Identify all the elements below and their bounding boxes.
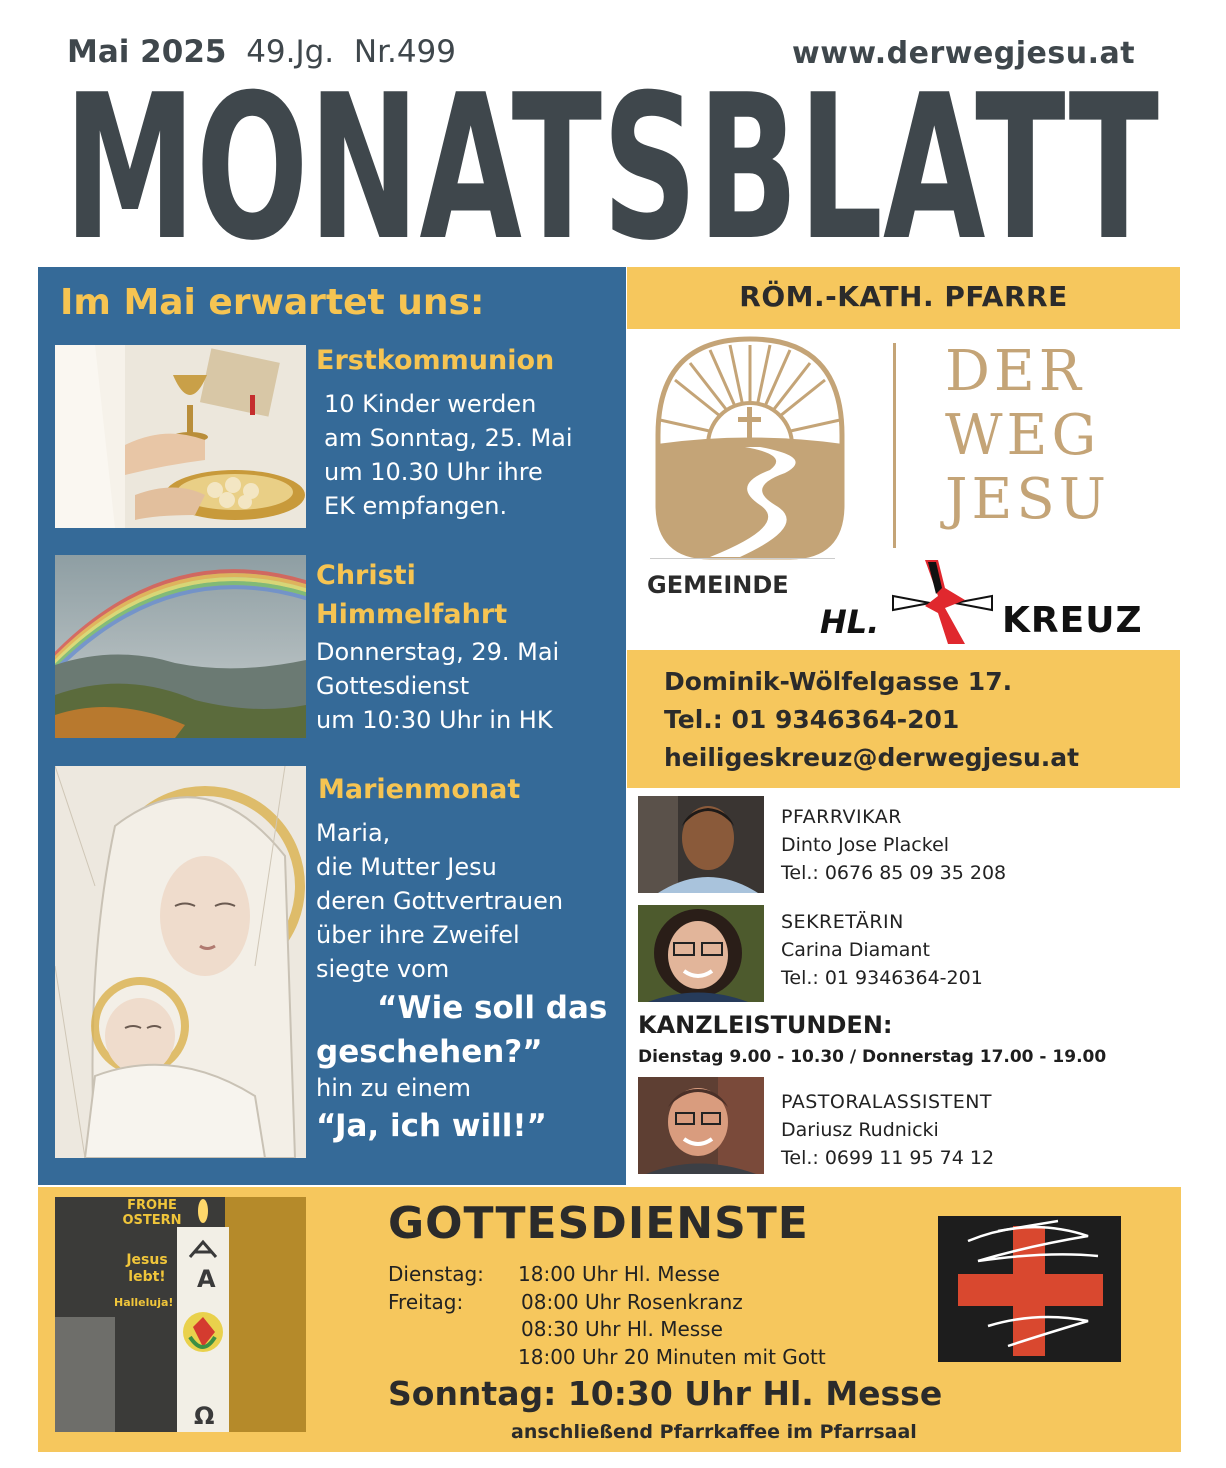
easter-omega: Ω	[194, 1402, 215, 1430]
contact-role: PFARRVIKAR	[781, 806, 902, 828]
text-line: Maria,	[316, 819, 391, 847]
parish-coffee: anschließend Pfarrkaffee im Pfarrsaal	[511, 1421, 917, 1443]
service-text: 08:00 Uhr Rosenkranz	[521, 1290, 743, 1314]
contact-phone[interactable]: Tel.: 0676 85 09 35 208	[781, 862, 1007, 884]
hl-label: HL.	[820, 603, 880, 641]
contact-phone[interactable]: Tel.: 01 9346364-201	[781, 967, 983, 989]
issue-date: Mai 2025	[67, 34, 227, 70]
issue-volume: 49.Jg.	[246, 34, 335, 70]
assistant-photo	[638, 1077, 764, 1174]
logo-word: DER	[945, 339, 1085, 404]
contact-vicar	[781, 803, 1006, 887]
communion-photo	[55, 345, 306, 528]
contact-secretary	[781, 908, 983, 992]
parish-banner-text: RÖM.-KATH. PFARRE	[739, 280, 1068, 313]
rainbow-photo	[55, 555, 306, 738]
event-ascension-text	[316, 635, 559, 737]
easter-line: FROHE	[127, 1198, 177, 1213]
website-link[interactable]: www.derwegjesu.at	[792, 36, 1136, 71]
text-line: Donnerstag, 29. Mai	[316, 638, 560, 666]
templar-cross-icon	[890, 558, 995, 648]
address-street: Dominik-Wölfelgasse 17.	[664, 667, 1013, 696]
text-line: 10 Kinder werden	[324, 390, 537, 418]
easter-greeting	[116, 1198, 188, 1228]
gemeinde-label: GEMEINDE	[647, 571, 789, 599]
secretary-photo	[638, 905, 764, 1002]
sunday-mass: Sonntag: 10:30 Uhr Hl. Messe	[388, 1374, 943, 1413]
marian-quote-line2: geschehen?”	[316, 1034, 543, 1070]
office-hours-heading: KANZLEISTUNDEN:	[638, 1011, 893, 1039]
marian-middle: hin zu einem	[316, 1074, 471, 1102]
service-text: 18:00 Uhr 20 Minuten mit Gott	[518, 1345, 826, 1369]
services-heading: GOTTESDIENSTE	[388, 1198, 809, 1249]
contact-name: Carina Diamant	[781, 939, 930, 961]
masthead-title	[64, 72, 1164, 247]
text-line: über ihre Zweifel	[316, 921, 520, 949]
office-hours-times: Dienstag 9.00 - 10.30 / Donnerstag 17.00 - 19.00	[638, 1047, 1107, 1067]
address-block	[664, 663, 1079, 777]
easter-jesus-lebt	[112, 1252, 182, 1286]
contact-name: Dariusz Rudnicki	[781, 1119, 939, 1141]
contact-role: PASTORALASSISTENT	[781, 1091, 993, 1113]
contact-role: SEKRETÄRIN	[781, 911, 904, 933]
text-line: siegte vom	[316, 955, 450, 983]
red-cross-artwork	[938, 1216, 1121, 1362]
logo-divider	[893, 343, 896, 548]
masthead-text: MONATSBLATT	[64, 72, 1159, 247]
mary-painting	[55, 766, 306, 1158]
event-ascension-title	[316, 556, 507, 634]
text-line: die Mutter Jesu	[316, 853, 497, 881]
text-line: um 10:30 Uhr in HK	[316, 706, 553, 734]
easter-alpha: A	[197, 1265, 216, 1293]
contact-phone[interactable]: Tel.: 0699 11 95 74 12	[781, 1147, 995, 1169]
event-communion-title: Erstkommunion	[316, 345, 555, 376]
address-email[interactable]: heiligeskreuz@derwegjesu.at	[664, 743, 1080, 772]
contact-assistant	[781, 1088, 994, 1172]
der-weg-jesu-logo	[650, 335, 850, 565]
kreuz-label: KREUZ	[1002, 600, 1143, 641]
title-line: Christi	[316, 560, 416, 591]
vicar-photo	[638, 796, 764, 893]
text-line: am Sonntag, 25. Mai	[324, 424, 573, 452]
text-line: um 10.30 Uhr ihre	[324, 458, 543, 486]
easter-candle-photo	[55, 1197, 306, 1432]
logo-wordmark	[945, 340, 1110, 532]
events-heading: Im Mai erwartet uns:	[60, 282, 485, 323]
easter-halleluja: Halleluja!	[114, 1296, 174, 1309]
logo-word: WEG	[945, 403, 1101, 468]
marian-quote2: “Ja, ich will!”	[316, 1108, 547, 1144]
logo-underline	[650, 558, 835, 559]
service-text: 18:00 Uhr Hl. Messe	[518, 1262, 720, 1286]
event-communion-text	[324, 387, 573, 523]
logo-word: JESU	[945, 467, 1110, 532]
event-marian-text	[316, 816, 563, 986]
address-phone[interactable]: Tel.: 01 9346364-201	[664, 705, 960, 734]
service-day: Freitag:	[388, 1290, 464, 1314]
issue-info	[67, 34, 456, 70]
text-line: deren Gottvertrauen	[316, 887, 564, 915]
easter-line: lebt!	[128, 1269, 166, 1285]
title-line: Himmelfahrt	[316, 599, 508, 630]
service-day: Dienstag:	[388, 1262, 484, 1286]
issue-number: Nr.499	[353, 34, 457, 70]
service-text: 08:30 Uhr Hl. Messe	[521, 1317, 723, 1341]
contact-name: Dinto Jose Plackel	[781, 834, 950, 856]
text-line: EK empfangen.	[324, 492, 508, 520]
marian-quote-line1: “Wie soll das	[377, 990, 608, 1026]
easter-line: OSTERN	[122, 1213, 182, 1228]
event-marian-title: Marienmonat	[318, 774, 521, 805]
text-line: Gottesdienst	[316, 672, 470, 700]
easter-line: Jesus	[126, 1252, 168, 1268]
